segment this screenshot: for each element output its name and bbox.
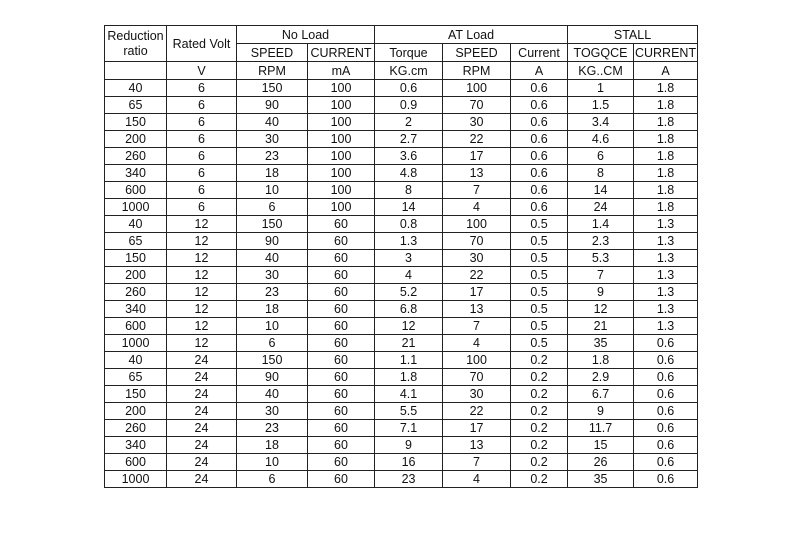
table-header <box>105 26 698 80</box>
cell-al-torque: 21 <box>375 335 443 352</box>
cell-al-speed: 7 <box>443 182 511 199</box>
table-row <box>105 114 698 131</box>
cell-al-torque: 4 <box>375 267 443 284</box>
header-group-stall: STALL <box>568 26 698 44</box>
cell-st-torque: 35 <box>568 471 634 488</box>
cell-st-torque: 1 <box>568 80 634 97</box>
cell-st-current: 0.6 <box>634 454 698 471</box>
cell-al-speed: 7 <box>443 454 511 471</box>
cell-volt: 24 <box>167 420 237 437</box>
table-row <box>105 471 698 488</box>
cell-nl-speed: 23 <box>237 284 308 301</box>
cell-volt: 24 <box>167 386 237 403</box>
header-row-groups <box>105 26 698 44</box>
cell-nl-speed: 90 <box>237 369 308 386</box>
cell-ratio: 340 <box>105 437 167 454</box>
cell-al-torque: 5.5 <box>375 403 443 420</box>
table-row <box>105 420 698 437</box>
cell-al-speed: 100 <box>443 216 511 233</box>
cell-al-current: 0.6 <box>511 148 568 165</box>
cell-al-current: 0.6 <box>511 182 568 199</box>
cell-al-current: 0.5 <box>511 250 568 267</box>
cell-nl-speed: 6 <box>237 199 308 216</box>
table-row <box>105 80 698 97</box>
cell-st-current: 0.6 <box>634 471 698 488</box>
cell-al-torque: 2.7 <box>375 131 443 148</box>
cell-st-current: 1.8 <box>634 199 698 216</box>
cell-st-torque: 11.7 <box>568 420 634 437</box>
table-row <box>105 131 698 148</box>
table-row <box>105 233 698 250</box>
cell-al-current: 0.5 <box>511 216 568 233</box>
cell-al-speed: 22 <box>443 267 511 284</box>
cell-ratio: 600 <box>105 318 167 335</box>
cell-nl-current: 60 <box>308 233 375 250</box>
unit-ratio-empty <box>105 62 167 80</box>
cell-ratio: 150 <box>105 250 167 267</box>
header-nl-speed: SPEED <box>237 44 308 62</box>
cell-st-torque: 4.6 <box>568 131 634 148</box>
cell-ratio: 1000 <box>105 199 167 216</box>
cell-al-speed: 70 <box>443 97 511 114</box>
cell-nl-speed: 18 <box>237 301 308 318</box>
cell-volt: 6 <box>167 80 237 97</box>
table-row <box>105 148 698 165</box>
cell-ratio: 65 <box>105 233 167 250</box>
cell-st-torque: 1.8 <box>568 352 634 369</box>
cell-st-current: 0.6 <box>634 369 698 386</box>
cell-nl-speed: 40 <box>237 386 308 403</box>
cell-al-torque: 16 <box>375 454 443 471</box>
header-group-at-load: AT Load <box>375 26 568 44</box>
cell-al-torque: 2 <box>375 114 443 131</box>
cell-st-torque: 1.5 <box>568 97 634 114</box>
cell-nl-current: 60 <box>308 420 375 437</box>
unit-nl-current: mA <box>308 62 375 80</box>
cell-st-current: 0.6 <box>634 335 698 352</box>
cell-volt: 6 <box>167 182 237 199</box>
cell-st-torque: 2.9 <box>568 369 634 386</box>
cell-al-current: 0.5 <box>511 233 568 250</box>
cell-al-torque: 0.9 <box>375 97 443 114</box>
cell-al-torque: 1.3 <box>375 233 443 250</box>
cell-al-torque: 23 <box>375 471 443 488</box>
cell-al-speed: 13 <box>443 301 511 318</box>
cell-ratio: 40 <box>105 216 167 233</box>
cell-al-current: 0.2 <box>511 437 568 454</box>
cell-volt: 12 <box>167 233 237 250</box>
cell-volt: 6 <box>167 199 237 216</box>
cell-st-torque: 12 <box>568 301 634 318</box>
cell-al-speed: 30 <box>443 114 511 131</box>
cell-al-speed: 4 <box>443 471 511 488</box>
cell-al-torque: 0.6 <box>375 80 443 97</box>
cell-al-current: 0.2 <box>511 420 568 437</box>
table-row <box>105 199 698 216</box>
cell-volt: 6 <box>167 148 237 165</box>
cell-nl-current: 60 <box>308 352 375 369</box>
cell-ratio: 200 <box>105 403 167 420</box>
table-row <box>105 216 698 233</box>
cell-st-current: 0.6 <box>634 386 698 403</box>
cell-nl-speed: 6 <box>237 471 308 488</box>
cell-nl-speed: 10 <box>237 318 308 335</box>
cell-nl-speed: 18 <box>237 165 308 182</box>
cell-volt: 24 <box>167 471 237 488</box>
cell-volt: 24 <box>167 454 237 471</box>
cell-al-torque: 8 <box>375 182 443 199</box>
table-row <box>105 97 698 114</box>
cell-al-torque: 1.8 <box>375 369 443 386</box>
cell-st-current: 1.8 <box>634 131 698 148</box>
cell-volt: 12 <box>167 250 237 267</box>
cell-st-current: 0.6 <box>634 352 698 369</box>
header-nl-current: CURRENT <box>308 44 375 62</box>
cell-al-torque: 3.6 <box>375 148 443 165</box>
cell-volt: 12 <box>167 216 237 233</box>
cell-volt: 24 <box>167 352 237 369</box>
table-row <box>105 250 698 267</box>
cell-nl-current: 60 <box>308 369 375 386</box>
cell-st-current: 1.3 <box>634 284 698 301</box>
header-al-speed: SPEED <box>443 44 511 62</box>
cell-al-speed: 100 <box>443 80 511 97</box>
table-row <box>105 369 698 386</box>
header-rated-volt: Rated Volt <box>167 26 237 62</box>
cell-volt: 12 <box>167 318 237 335</box>
cell-volt: 24 <box>167 403 237 420</box>
cell-st-current: 0.6 <box>634 420 698 437</box>
cell-ratio: 600 <box>105 182 167 199</box>
cell-al-current: 0.6 <box>511 114 568 131</box>
cell-st-torque: 6 <box>568 148 634 165</box>
table-row <box>105 437 698 454</box>
cell-al-current: 0.5 <box>511 267 568 284</box>
cell-nl-speed: 18 <box>237 437 308 454</box>
cell-nl-current: 100 <box>308 148 375 165</box>
cell-al-torque: 4.1 <box>375 386 443 403</box>
cell-nl-speed: 10 <box>237 454 308 471</box>
cell-st-current: 1.3 <box>634 267 698 284</box>
cell-al-current: 0.2 <box>511 386 568 403</box>
cell-al-current: 0.6 <box>511 80 568 97</box>
cell-st-current: 1.8 <box>634 148 698 165</box>
cell-volt: 6 <box>167 114 237 131</box>
cell-al-current: 0.5 <box>511 335 568 352</box>
header-st-torque: TOGQCE <box>568 44 634 62</box>
cell-st-current: 0.6 <box>634 437 698 454</box>
cell-al-torque: 0.8 <box>375 216 443 233</box>
cell-nl-speed: 90 <box>237 233 308 250</box>
cell-nl-speed: 90 <box>237 97 308 114</box>
cell-st-torque: 5.3 <box>568 250 634 267</box>
cell-al-speed: 4 <box>443 199 511 216</box>
cell-ratio: 260 <box>105 284 167 301</box>
cell-al-current: 0.2 <box>511 369 568 386</box>
cell-al-torque: 5.2 <box>375 284 443 301</box>
cell-nl-current: 100 <box>308 182 375 199</box>
table-row <box>105 301 698 318</box>
cell-al-current: 0.2 <box>511 403 568 420</box>
cell-nl-speed: 40 <box>237 114 308 131</box>
cell-ratio: 40 <box>105 80 167 97</box>
cell-nl-current: 60 <box>308 403 375 420</box>
cell-ratio: 340 <box>105 165 167 182</box>
cell-volt: 12 <box>167 284 237 301</box>
cell-st-current: 1.3 <box>634 216 698 233</box>
cell-st-torque: 6.7 <box>568 386 634 403</box>
cell-al-torque: 6.8 <box>375 301 443 318</box>
cell-al-speed: 17 <box>443 148 511 165</box>
cell-al-speed: 100 <box>443 352 511 369</box>
cell-al-current: 0.2 <box>511 471 568 488</box>
header-al-current: Current <box>511 44 568 62</box>
table-row <box>105 454 698 471</box>
cell-volt: 12 <box>167 335 237 352</box>
cell-nl-current: 60 <box>308 318 375 335</box>
cell-nl-current: 60 <box>308 454 375 471</box>
cell-al-current: 0.5 <box>511 284 568 301</box>
cell-nl-current: 60 <box>308 267 375 284</box>
unit-al-torque: KG.cm <box>375 62 443 80</box>
cell-al-current: 0.6 <box>511 199 568 216</box>
cell-ratio: 150 <box>105 114 167 131</box>
cell-nl-speed: 30 <box>237 131 308 148</box>
cell-ratio: 200 <box>105 267 167 284</box>
cell-volt: 6 <box>167 131 237 148</box>
cell-al-current: 0.6 <box>511 131 568 148</box>
cell-nl-current: 100 <box>308 80 375 97</box>
unit-st-current: A <box>634 62 698 80</box>
cell-ratio: 260 <box>105 148 167 165</box>
cell-st-torque: 7 <box>568 267 634 284</box>
cell-ratio: 1000 <box>105 335 167 352</box>
cell-al-current: 0.6 <box>511 97 568 114</box>
unit-nl-speed: RPM <box>237 62 308 80</box>
table-row <box>105 165 698 182</box>
table-row <box>105 335 698 352</box>
cell-al-speed: 30 <box>443 250 511 267</box>
unit-volt: V <box>167 62 237 80</box>
cell-st-current: 1.8 <box>634 97 698 114</box>
cell-st-torque: 9 <box>568 284 634 301</box>
cell-al-speed: 13 <box>443 437 511 454</box>
cell-al-speed: 17 <box>443 284 511 301</box>
cell-al-speed: 7 <box>443 318 511 335</box>
cell-nl-current: 60 <box>308 471 375 488</box>
cell-nl-speed: 30 <box>237 267 308 284</box>
header-row-units <box>105 62 698 80</box>
cell-nl-speed: 6 <box>237 335 308 352</box>
cell-nl-speed: 23 <box>237 420 308 437</box>
cell-volt: 6 <box>167 97 237 114</box>
cell-volt: 6 <box>167 165 237 182</box>
cell-st-current: 1.8 <box>634 114 698 131</box>
unit-al-current: A <box>511 62 568 80</box>
cell-al-torque: 12 <box>375 318 443 335</box>
table-row <box>105 267 698 284</box>
cell-st-torque: 8 <box>568 165 634 182</box>
cell-nl-current: 60 <box>308 250 375 267</box>
cell-ratio: 260 <box>105 420 167 437</box>
cell-al-current: 0.6 <box>511 165 568 182</box>
cell-st-current: 1.3 <box>634 250 698 267</box>
cell-nl-speed: 30 <box>237 403 308 420</box>
cell-al-current: 0.5 <box>511 318 568 335</box>
cell-st-current: 0.6 <box>634 403 698 420</box>
cell-nl-current: 60 <box>308 216 375 233</box>
cell-ratio: 65 <box>105 369 167 386</box>
table-row <box>105 386 698 403</box>
cell-nl-current: 100 <box>308 199 375 216</box>
cell-st-current: 1.8 <box>634 165 698 182</box>
cell-al-torque: 4.8 <box>375 165 443 182</box>
cell-ratio: 150 <box>105 386 167 403</box>
cell-volt: 12 <box>167 267 237 284</box>
cell-nl-current: 100 <box>308 114 375 131</box>
cell-nl-current: 100 <box>308 165 375 182</box>
cell-volt: 24 <box>167 369 237 386</box>
table-row <box>105 284 698 301</box>
cell-volt: 24 <box>167 437 237 454</box>
cell-nl-speed: 150 <box>237 216 308 233</box>
cell-al-torque: 3 <box>375 250 443 267</box>
cell-nl-speed: 150 <box>237 352 308 369</box>
unit-al-speed: RPM <box>443 62 511 80</box>
motor-spec-table <box>104 25 698 488</box>
cell-st-current: 1.3 <box>634 301 698 318</box>
cell-al-speed: 70 <box>443 369 511 386</box>
header-group-no-load: No Load <box>237 26 375 44</box>
cell-nl-current: 100 <box>308 97 375 114</box>
table-row <box>105 318 698 335</box>
cell-al-current: 0.2 <box>511 352 568 369</box>
cell-st-torque: 1.4 <box>568 216 634 233</box>
cell-al-speed: 13 <box>443 165 511 182</box>
header-reduction-ratio <box>105 26 167 62</box>
cell-nl-speed: 150 <box>237 80 308 97</box>
cell-al-speed: 17 <box>443 420 511 437</box>
cell-st-current: 1.8 <box>634 80 698 97</box>
cell-st-torque: 3.4 <box>568 114 634 131</box>
cell-ratio: 200 <box>105 131 167 148</box>
cell-st-current: 1.3 <box>634 233 698 250</box>
cell-nl-speed: 40 <box>237 250 308 267</box>
cell-al-torque: 9 <box>375 437 443 454</box>
cell-ratio: 65 <box>105 97 167 114</box>
header-reduction-ratio-line2: ratio <box>123 43 148 58</box>
cell-st-torque: 15 <box>568 437 634 454</box>
cell-st-torque: 21 <box>568 318 634 335</box>
cell-al-speed: 22 <box>443 403 511 420</box>
cell-st-torque: 14 <box>568 182 634 199</box>
cell-nl-current: 60 <box>308 386 375 403</box>
cell-ratio: 1000 <box>105 471 167 488</box>
unit-st-torque: KG..CM <box>568 62 634 80</box>
cell-al-speed: 22 <box>443 131 511 148</box>
cell-al-speed: 30 <box>443 386 511 403</box>
cell-nl-current: 100 <box>308 131 375 148</box>
table-row <box>105 403 698 420</box>
cell-al-torque: 1.1 <box>375 352 443 369</box>
cell-st-torque: 35 <box>568 335 634 352</box>
cell-al-current: 0.2 <box>511 454 568 471</box>
cell-al-current: 0.5 <box>511 301 568 318</box>
cell-al-torque: 14 <box>375 199 443 216</box>
cell-nl-speed: 23 <box>237 148 308 165</box>
cell-nl-current: 60 <box>308 335 375 352</box>
header-st-current: CURRENT <box>634 45 697 60</box>
cell-st-current: 1.3 <box>634 318 698 335</box>
cell-nl-current: 60 <box>308 437 375 454</box>
cell-st-torque: 26 <box>568 454 634 471</box>
cell-ratio: 40 <box>105 352 167 369</box>
cell-ratio: 340 <box>105 301 167 318</box>
cell-st-torque: 2.3 <box>568 233 634 250</box>
cell-nl-speed: 10 <box>237 182 308 199</box>
cell-st-torque: 9 <box>568 403 634 420</box>
cell-st-current: 1.8 <box>634 182 698 199</box>
cell-al-speed: 70 <box>443 233 511 250</box>
table-row <box>105 182 698 199</box>
table-row <box>105 352 698 369</box>
table-body <box>105 80 698 488</box>
header-reduction-ratio-line1: Reduction <box>107 28 164 43</box>
header-al-torque: Torque <box>375 44 443 62</box>
cell-nl-current: 60 <box>308 301 375 318</box>
cell-st-torque: 24 <box>568 199 634 216</box>
cell-volt: 12 <box>167 301 237 318</box>
cell-al-torque: 7.1 <box>375 420 443 437</box>
cell-al-speed: 4 <box>443 335 511 352</box>
cell-ratio: 600 <box>105 454 167 471</box>
cell-nl-current: 60 <box>308 284 375 301</box>
